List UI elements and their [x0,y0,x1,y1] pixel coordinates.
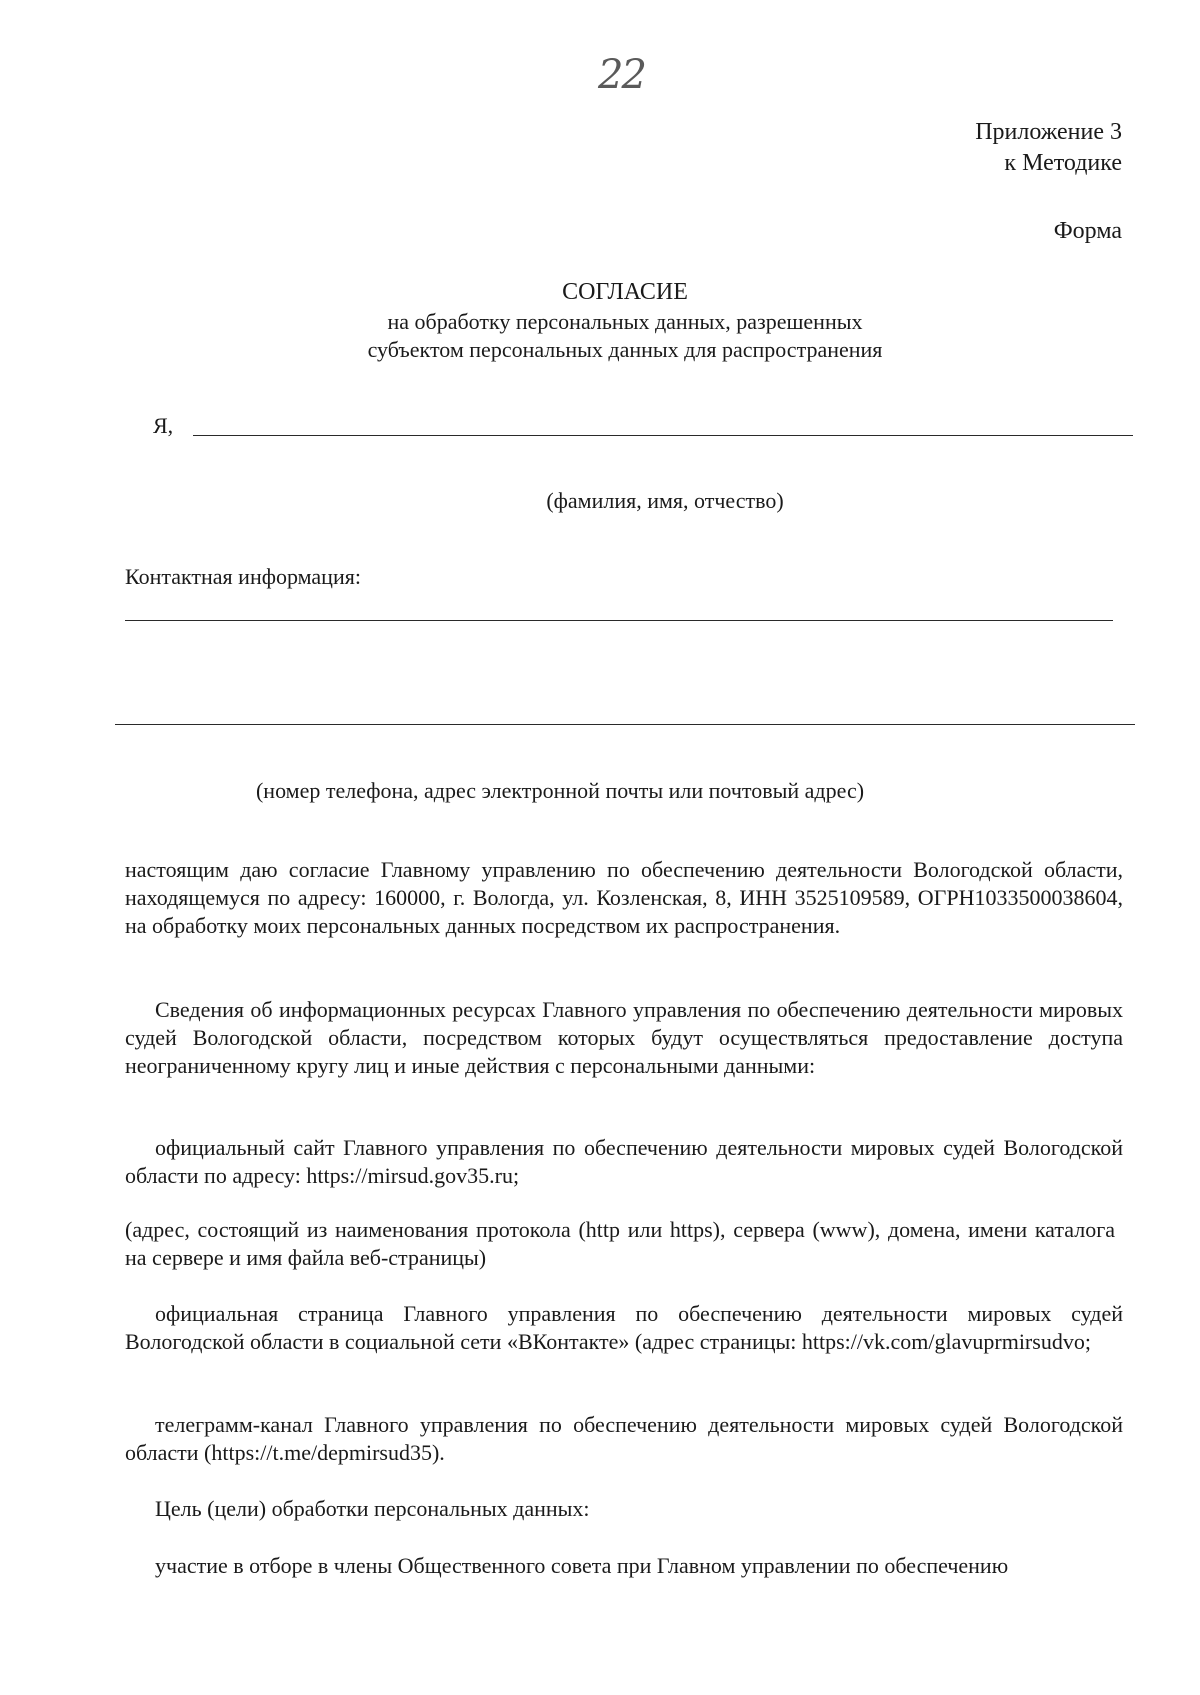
site-paragraph: официальный сайт Главного управления по обеспечению деятельности мировых судей Вологодской области по адресу: https://mirsud.gov35.ru; [125,1135,1123,1188]
handwritten-page-number: 22 [598,52,645,98]
form-label: Форма [1053,218,1122,244]
consent-paragraph: настоящим даю согласие Главному управлению по обеспечению деятельности Вологодской области, находящемуся по адресу: 160000, г. Вологда, ул. Козленская, 8, ИНН 3525109589, ОГРН1033500038604, на обработку моих персональных данных посредством их распространения. [125,857,1123,938]
vk-paragraph: официальная страница Главного управления по обеспечению деятельности мировых судей Вологодской области в социальной сети «ВКонтакте» (адрес страницы: https://vk.com/glavuprmirsudvo; [125,1301,1123,1354]
telegram-paragraph: телеграмм-канал Главного управления по обеспечению деятельности мировых судей Вологодской области (https://t.me/depmirsud35). [125,1412,1123,1465]
appendix-label: Приложение 3 [975,119,1122,145]
name-input-line[interactable] [193,435,1133,436]
purpose-label: Цель (цели) обработки персональных данных: [155,1496,590,1521]
contact-input-line-2[interactable] [115,724,1135,725]
contact-label: Контактная информация: [125,564,361,589]
resources-paragraph: Сведения об информационных ресурсах Главного управления по обеспечению деятельности мировых судей Вологодской области, посредством которых будут осуществляться предоставление доступа неограниченному кругу лиц и иные действия с персональными данными: [125,997,1123,1078]
document-subtitle-line1: на обработку персональных данных, разрешенных [387,309,863,334]
contact-input-line-1[interactable] [125,620,1113,621]
purpose-paragraph: участие в отборе в члены Общественного совета при Главном управлении по обеспечению [155,1553,1009,1578]
method-label: к Методике [1004,150,1122,176]
document-title: СОГЛАСИЕ [562,279,688,305]
document-subtitle-line2: субъектом персональных данных для распространения [367,337,883,362]
site-address-note: (адрес, состоящий из наименования протокола (http или https), сервера (www), домена, имени каталога на сервере и имя файла веб-страницы) [125,1217,1115,1270]
name-prefix: Я, [153,413,174,438]
contact-caption: (номер телефона, адрес электронной почты или почтовый адрес) [255,778,865,803]
name-caption: (фамилия, имя, отчество) [546,488,784,513]
